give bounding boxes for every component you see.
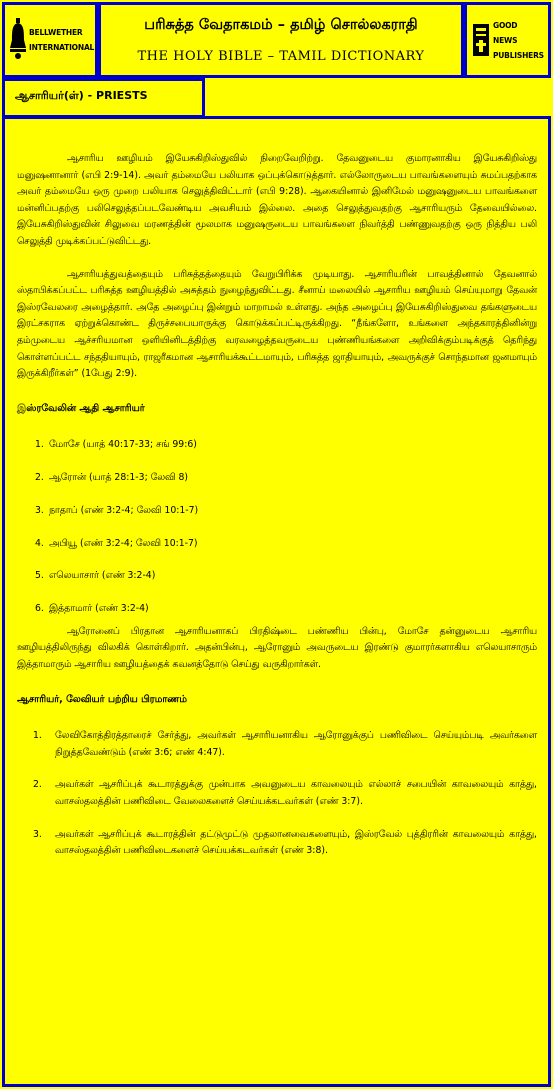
list-item xyxy=(33,728,537,761)
title-box xyxy=(98,2,464,78)
good-news-book-icon xyxy=(471,20,491,60)
list-number: 2. xyxy=(35,472,44,484)
list-item-text: அவர்கள் ஆசரிப்புக் கூடாரத்தின் தட்டுமுட்டு முதலானவைகளையும், இஸ்ரவேல் புத்திரரின் காவலையும் காத்து, வாசஸ்தலத்தின் பணிவிடைகளைச் செய்யக்கடவர்கள் (எண் 3:8). xyxy=(55,828,537,857)
list-item xyxy=(33,777,537,810)
list-item xyxy=(35,601,537,618)
bellwether-logo-box xyxy=(2,2,98,78)
content-box xyxy=(2,116,551,1087)
list-number: 5. xyxy=(35,570,44,582)
list-item xyxy=(35,568,537,585)
article-body xyxy=(17,151,537,876)
list-item xyxy=(35,536,537,553)
paragraph-1: ஆசாரிய ஊழியம் இயேசுகிறிஸ்துவில் நிறைவேறிற்று. தேவனுடைய குமாரனாகிய இயேசுகிறிஸ்து மனுஷனானார் (எபி 2:9-14). அவர் தம்மையே பலியாக ஒப்புக்கொடுத்தார். எல்லோருடைய பாவங்களையும் சுமப்பதற்காக அவர் தம்மையே ஒரு முறை பலியாக செலுத்திவிட்டார் (எபி 9:28). ஆகையினால் இனிமேல் மனுஷனுடைய பாவங்களை மன்னிப்பதற்கு பலிசெலுத்தப்படவேண்டிய அவசியம் இல்லை. அதை செலுத்துவதற்கு ஆசாரியரும் தேவையில்லை. இயேசுகிறிஸ்துவின் சிலுவை மரணத்தின் மூலமாக மனுஷருடைய பாவங்களை நிவர்த்தி பண்ணுவதற்கு ஒரு நித்திய பலி செலுத்தி முடிக்கப்பட்டுவிட்டது. xyxy=(17,153,537,247)
paragraph-3: ஆரோனைப் பிரதான ஆசாரியனாகப் பிரதிஷ்டை பண்ணிய பின்பு, மோசே தன்னுடைய ஆசாரிய ஊழியத்திலிருந்து விலகிக் கொள்கிறார். அதன்பின்பு, ஆரோனும் அவருடைய இரண்டு குமாரர்களாகிய எலெயாசாரும் இத்தாமாரும் ஆசாரிய ஊழியத்தைக் கவனத்தோடு செய்து வருகிறார்கள். xyxy=(17,625,537,670)
list-item-text: அபியூ (எண் 3:2-4; லேவி 10:1-7) xyxy=(48,537,198,549)
bellwether-logo xyxy=(9,9,95,71)
list-number: 2. xyxy=(33,779,42,791)
bellwether-logo-text: BELLWETHER INTERNATIONAL xyxy=(29,28,95,52)
list-item xyxy=(35,503,537,520)
list-item-text: அவர்கள் ஆசரிப்புக் கூடாரத்துக்கு முன்பாக அவனுடைய காவலையும் எல்லாச் சபையின் காவலையும் காத்து, வாசஸ்தலத்தின் பணிவிடை வேலைகளைச் செய்யக்கடவர்கள் (எண் 3:7). xyxy=(55,779,537,807)
laws-list xyxy=(17,728,537,860)
title-english: THE HOLY BIBLE – TAMIL DICTIONARY xyxy=(137,49,425,64)
entry-heading-box xyxy=(2,78,205,118)
list-number: 3. xyxy=(33,828,42,840)
list-item-text: மோசே (யாத் 40:17-33; சங் 99:6) xyxy=(48,439,197,451)
priests-list xyxy=(17,437,537,618)
list-item xyxy=(35,437,537,454)
list-item-text: இத்தாமார் (எண் 3:2-4) xyxy=(48,603,149,615)
list-number: 1. xyxy=(33,730,42,742)
list-item-text: நாதாப் (எண் 3:2-4; லேவி 10:1-7) xyxy=(48,504,199,516)
paragraph-2: ஆசாரியத்துவத்தையும் பரிசுத்தத்தையும் வேறுபிரிக்க முடியாது. ஆசாரியரின் பாவத்தினால் தேவனால் ஸ்தாபிக்கப்பட்ட பரிசுத்த ஊழியத்தில் அசுத்தம் நுழைந்துவிட்டது. சீனாய் மலையில் ஆசாரிய ஊழியம் செய்யுமாறு தேவன் இஸ்ரவேலரை அழைத்தார். அதே அழைப்பு இன்றும் மாறாமல் உள்ளது. அந்த அழைப்பு இயேசுகிறிஸ்துவை தங்களுடைய இரட்சகராக ஏற்றுக்கொண்ட திருச்சபையாருக்கு கொடுக்கப்பட்டிருக்கிறது. “நீங்களோ, உங்களை அந்தகாரத்தினின்று தம்முடைய ஆச்சரியமான ஒளியினிடத்திற்கு வரவழைத்தவருடைய புண்ணியங்களை அறிவிக்கும்படிக்குத் தெரிந்து கொள்ளப்பட்ட சந்ததியாயும், ராஜரீகமான ஆசாரியக்கூட்டமாயும், பரிசுத்த ஜாதியாயும், அவருக்குச் சொந்தமான ஜனமாயும் இருக்கிறீர்கள்” (1பேது 2:9). xyxy=(17,268,537,380)
list-item xyxy=(33,827,537,860)
list-number: 1. xyxy=(35,439,44,451)
section-title-priest-levite-law: ஆசாரியர், லேவியர் பற்றிய பிரமாணம் xyxy=(17,693,188,705)
list-item xyxy=(35,470,537,487)
list-number: 4. xyxy=(35,537,44,549)
list-item-text: ஆரோன் (யாத் 28:1-3; லேவி 8) xyxy=(48,472,189,484)
good-news-logo-box xyxy=(464,2,551,78)
entry-heading: ஆசாரியர்(ள்) - PRIESTS xyxy=(15,89,148,102)
list-number: 6. xyxy=(35,603,44,615)
list-item-text: எலெயாசார் (எண் 3:2-4) xyxy=(48,570,156,582)
good-news-logo-text: GOOD NEWS PUBLISHERS xyxy=(493,20,544,60)
good-news-logo xyxy=(471,9,544,71)
list-number: 3. xyxy=(35,504,44,516)
list-item-text: லேவிகோத்திரத்தாரைச் சேர்த்து, அவர்கள் ஆசாரியனாகிய ஆரோனுக்குப் பணிவிடை செய்யும்படி அவர்களை நிறுத்தவேண்டும் (எண் 3:6; எண் 4:47). xyxy=(55,730,537,758)
section-title-early-priests: இஸ்ரவேலின் ஆதி ஆசாரியர் xyxy=(17,402,145,414)
title-tamil: பரிசுத்த வேதாகமம் – தமிழ் சொல்லகராதி xyxy=(144,17,418,33)
bellwether-bell-icon xyxy=(9,18,27,62)
